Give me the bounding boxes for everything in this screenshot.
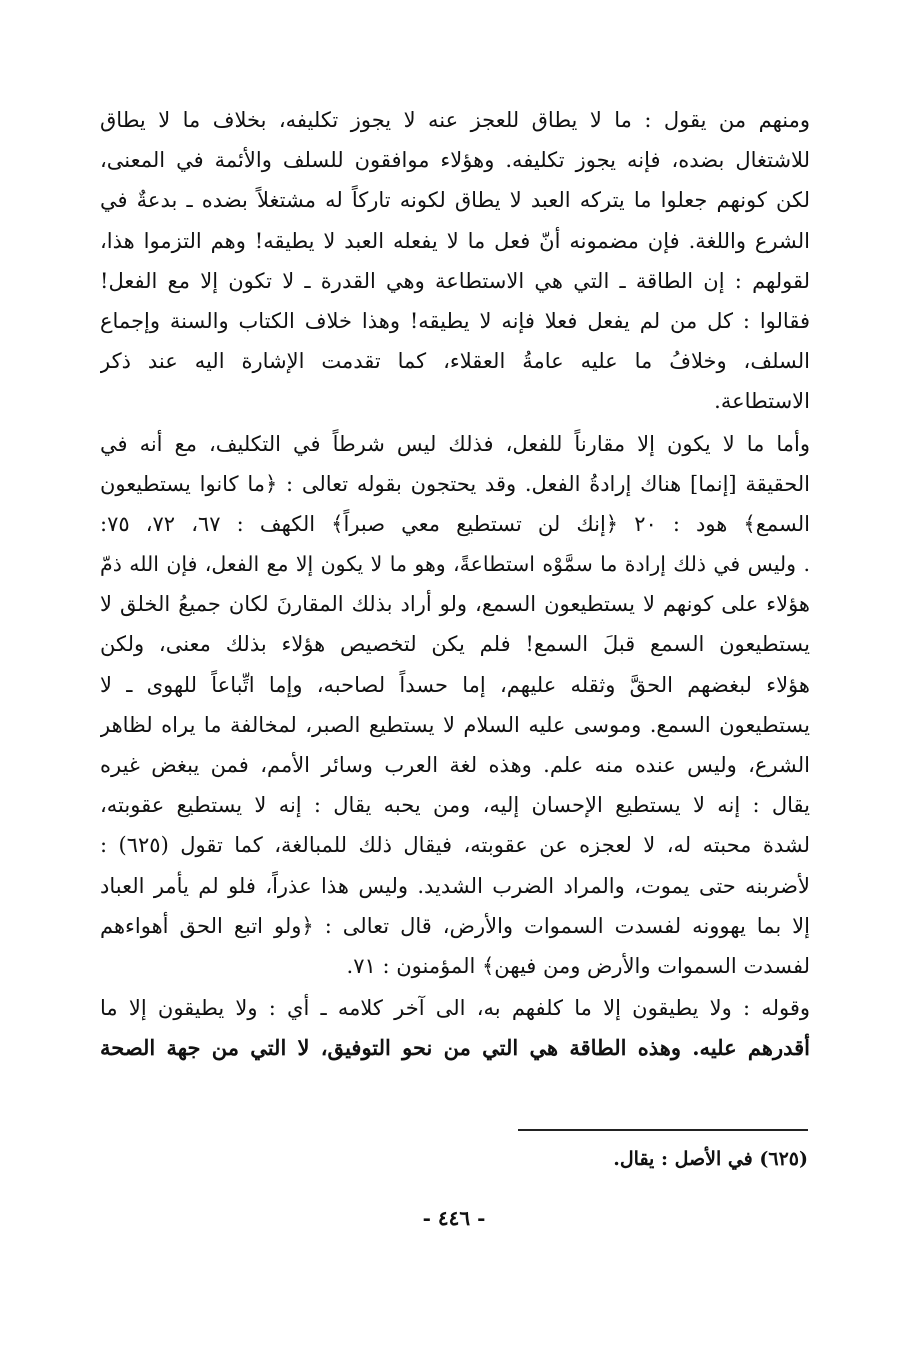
footnote: (٦٢٥) في الأصل : يقال. (613, 1148, 808, 1170)
page-number: - ٤٤٦ - (422, 1206, 486, 1230)
text-line: الشرع واللغة. فإن مضمونه أنّ فعل ما لا يفعله العبد لا يطيقه! وهم التزموا هذا، (100, 228, 810, 253)
text-line: لفسدت السموات والأرض ومن فيهن﴾ المؤمنون : ٧١. (346, 953, 810, 978)
text-line: لشدة محبته له، لا لعجزه عن عقوبته، فيقال ذلك للمبالغة، كما تقول (٦٢٥) : (100, 833, 810, 858)
text-line: هؤلاء على كونهم لا يستطيعون السمع، ولو أراد بذلك المقارنَ لكان جميعُ الخلق لا (100, 592, 810, 617)
text-line: لكن كونهم جعلوا ما يتركه العبد لا يطاق لكونه تاركاً له مشتغلاً بضده ـ بدعةٌ في (100, 188, 810, 213)
main-text-block (100, 100, 810, 1069)
text-line: هؤلاء لبغضهم الحقَّ وثقله عليهم، إما حسداً لصاحبه، وإما اتِّباعاً للهوى ـ لا (100, 672, 810, 697)
text-line: فقالوا : كل من لم يفعل فعلا فإنه لا يطيقه! وهذا خلاف الكتاب والسنة وإجماع (100, 308, 810, 333)
text-line: السلف، وخلافُ ما عليه عامةُ العقلاء، كما تقدمت الإشارة اليه عند ذكر (100, 349, 810, 374)
text-line: للاشتغال بضده، فإنه يجوز تكليفه. وهؤلاء موافقون للسلف والأئمة في المعنى، (100, 148, 810, 173)
text-line: يقال : إنه لا يستطيع الإحسان إليه، ومن يحبه يقال : إنه لا يستطيع عقوبته، (100, 793, 810, 818)
text-line: . وليس في ذلك إرادة ما سمَّوْه استطاعةً، وهو ما لا يكون إلا مع الفعل، فإن الله ذمّ (100, 552, 810, 577)
text-line: وأما ما لا يكون إلا مقارناً للفعل، فذلك ليس شرطاً في التكليف، مع أنه في (100, 431, 810, 456)
text-line: أقدرهم عليه. وهذه الطاقة هي التي من نحو التوفيق، لا التي من جهة الصحة (100, 1035, 810, 1061)
text-line: الاستطاعة. (714, 389, 810, 414)
text-line: يستطيعون السمع قبلَ السمع! فلم يكن لتخصيص هؤلاء بذلك معنى، ولكن (100, 632, 810, 657)
text-line: السمع﴾ هود : ٢٠ ﴿إنك لن تستطيع معي صبراً﴾ الكهف : ٦٧، ٧٢، ٧٥: (100, 511, 810, 536)
footnote-separator (518, 1129, 808, 1131)
text-line: ومنهم من يقول : ما لا يطاق للعجز عنه لا يجوز تكليفه، بخلاف ما لا يطاق (100, 108, 810, 132)
text-line: يستطيعون السمع. وموسى عليه السلام لا يستطيع الصبر، لمخالفة ما يراه لظاهر (100, 712, 810, 737)
text-line: الحقيقة [إنما] هناك إرادةُ الفعل. وقد يحتجون بقوله تعالى : ﴿ما كانوا يستطيعون (100, 471, 810, 496)
text-line: إلا بما يهوونه لفسدت السموات والأرض، قال تعالى : ﴿ولو اتبع الحق أهواءهم (100, 913, 810, 938)
text-line: الشرع، وليس عنده منه علم. وهذه لغة العرب وسائر الأمم، فمن يبغض غيره (100, 753, 810, 777)
text-line: وقوله : ولا يطيقون إلا ما كلفهم به، الى آخر كلامه ـ أي : ولا يطيقون إلا ما (100, 996, 810, 1021)
text-line: لقولهم : إن الطاقة ـ التي هي الاستطاعة وهي القدرة ـ لا تكون إلا مع الفعل! (100, 268, 810, 293)
text-line: لأضربنه حتى يموت، والمراد الضرب الشديد. وليس هذا عذراً، فلو لم يأمر العباد (100, 873, 810, 898)
